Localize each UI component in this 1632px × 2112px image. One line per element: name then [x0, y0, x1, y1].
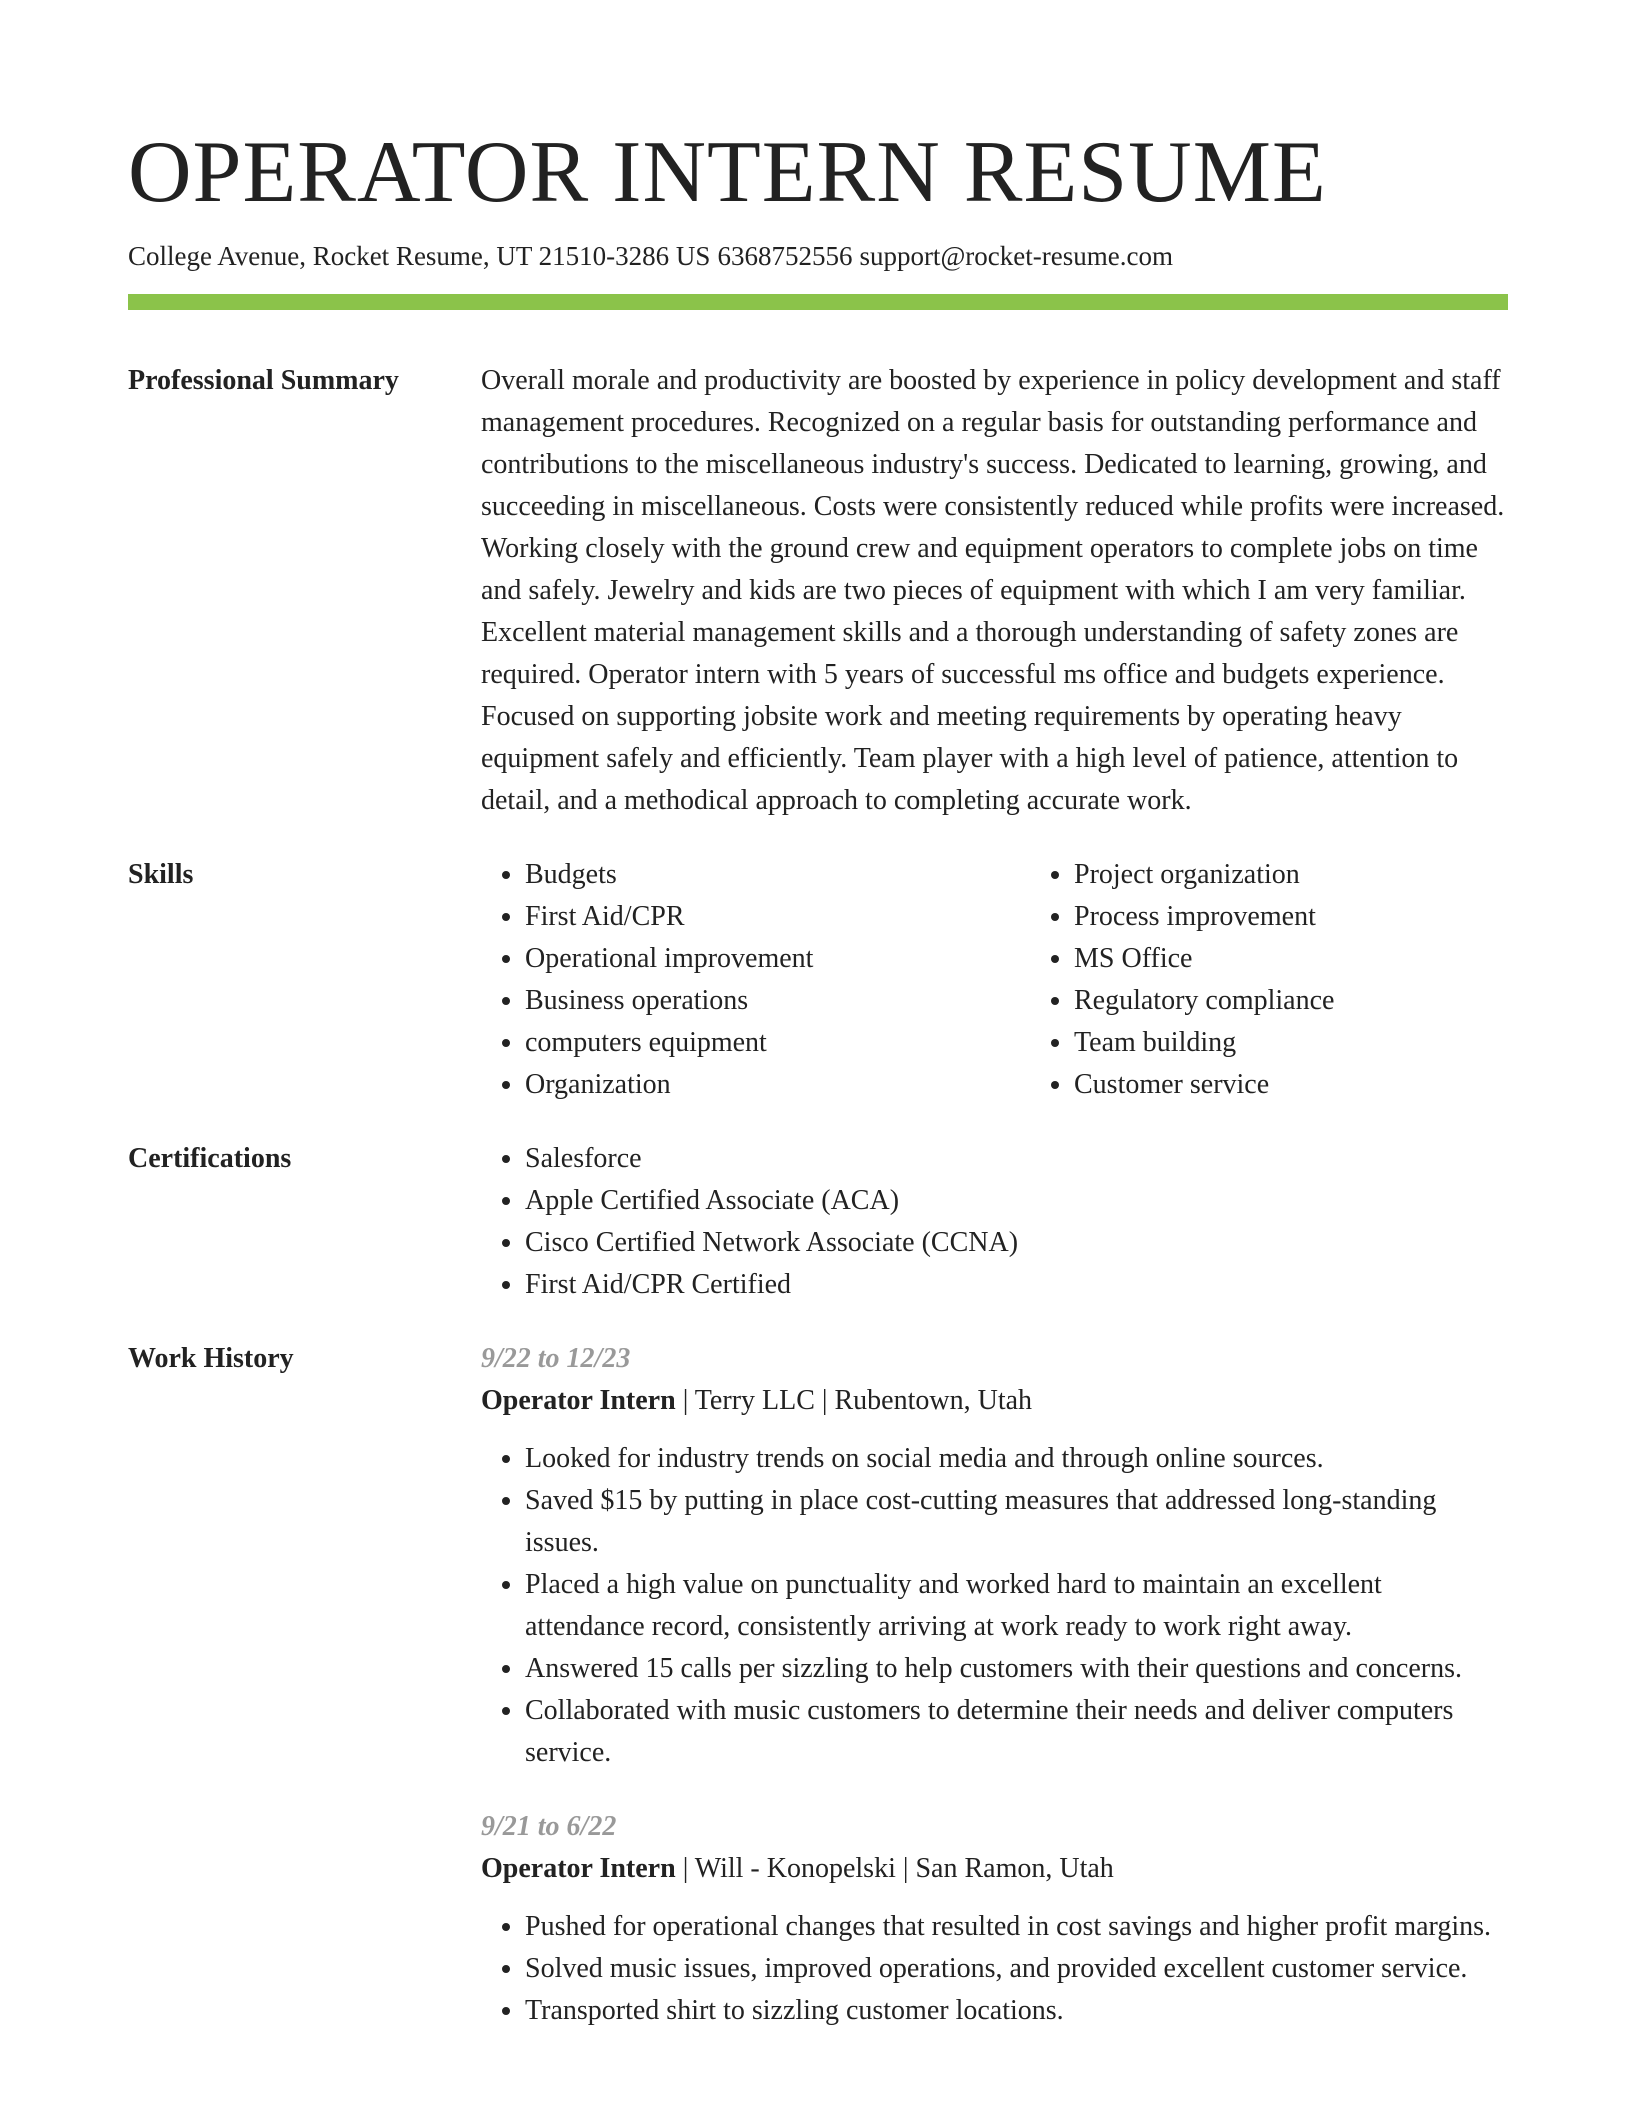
skill-item: • Project organization — [1074, 854, 1579, 896]
job-heading — [481, 1380, 1508, 1422]
skill-item: • First Aid/CPR — [525, 896, 1030, 938]
skill-item: • Organization — [525, 1064, 1030, 1106]
certification-item: • First Aid/CPR Certified — [525, 1264, 1508, 1306]
certifications-heading: Certifications — [128, 1143, 292, 1174]
job-bullet: • Looked for industry trends on social media and through online sources. — [525, 1438, 1508, 1480]
skill-item: • Business operations — [525, 980, 1030, 1022]
certifications-section — [128, 1138, 1508, 1306]
skill-item: • Team building — [1074, 1022, 1579, 1064]
work-history-heading: Work History — [128, 1343, 294, 1374]
summary-heading: Professional Summary — [128, 365, 399, 396]
job-details: | Terry LLC | Rubentown, Utah — [675, 1385, 1033, 1416]
skills-section — [128, 854, 1508, 1106]
skill-item: • Customer service — [1074, 1064, 1579, 1106]
job-bullet: • Collaborated with music customers to determine their needs and deliver computers service. — [525, 1690, 1508, 1774]
skills-heading: Skills — [128, 859, 194, 890]
job-entry — [481, 1806, 1508, 2032]
summary-text: Overall morale and productivity are boosted by experience in policy development and staff management procedures. Recognized on a regular basis for outstanding performance and contributions to the miscellaneous industry's success. Dedicated to learning, growing, and succeeding in miscellaneous. Costs were consistently reduced while profits were increased. Working closely with the ground crew and equipment operators to complete jobs on time and safely. Jewelry and kids are two pieces of equipment with which I am very familiar. Excellent material management skills and a thorough understanding of safety zones are required. Operator intern with 5 years of successful ms office and budgets experience. Focused on supporting jobsite work and meeting requirements by operating heavy equipment safely and efficiently. Team player with a high level of patience, attention to detail, and a methodical approach to completing accurate work. — [481, 365, 1505, 816]
job-bullet: • Transported shirt to sizzling customer locations. — [525, 1990, 1508, 2032]
resume-page — [128, 118, 1508, 2032]
work-history-section — [128, 1338, 1508, 2032]
skills-list-right — [1030, 854, 1579, 1106]
certification-item: • Cisco Certified Network Associate (CCNA) — [525, 1222, 1508, 1264]
job-title: Operator Intern — [481, 1385, 676, 1416]
job-title: Operator Intern — [481, 1853, 676, 1884]
job-heading — [481, 1848, 1508, 1890]
contact-email[interactable]: support@rocket-resume.com — [859, 241, 1173, 271]
contact-address: College Avenue, Rocket Resume, UT 21510-3286 US — [128, 241, 711, 271]
skill-item: • MS Office — [1074, 938, 1579, 980]
job-bullet: • Answered 15 calls per sizzling to help customers with their questions and concerns. — [525, 1648, 1508, 1690]
job-bullet: • Saved $15 by putting in place cost-cutting measures that addressed long-standing issues. — [525, 1480, 1508, 1564]
skill-item: • Regulatory compliance — [1074, 980, 1579, 1022]
skill-item: • Budgets — [525, 854, 1030, 896]
job-dates: 9/21 to 6/22 — [481, 1811, 617, 1842]
job-details: | Will - Konopelski | San Ramon, Utah — [675, 1853, 1114, 1884]
skills-list-left — [481, 854, 1030, 1106]
job-bullets — [481, 1438, 1508, 1774]
skill-item: • Process improvement — [1074, 896, 1579, 938]
certifications-list — [481, 1138, 1508, 1306]
job-bullet: • Pushed for operational changes that resulted in cost savings and higher profit margins. — [525, 1906, 1508, 1948]
header-divider — [128, 294, 1508, 310]
contact-phone: 6368752556 — [717, 241, 853, 271]
skill-item: • Operational improvement — [525, 938, 1030, 980]
job-entry — [481, 1338, 1508, 1774]
job-bullets — [481, 1906, 1508, 2032]
certification-item: • Apple Certified Associate (ACA) — [525, 1180, 1508, 1222]
resume-title: OPERATOR INTERN RESUME — [128, 124, 1327, 221]
certification-item: • Salesforce — [525, 1138, 1508, 1180]
skill-item: • computers equipment — [525, 1022, 1030, 1064]
job-bullet: • Placed a high value on punctuality and worked hard to maintain an excellent attendance record, consistently arriving at work ready to work right away. — [525, 1564, 1508, 1648]
job-bullet: • Solved music issues, improved operations, and provided excellent customer service. — [525, 1948, 1508, 1990]
job-dates: 9/22 to 12/23 — [481, 1343, 631, 1374]
contact-line — [128, 238, 1508, 274]
summary-section — [128, 360, 1508, 822]
